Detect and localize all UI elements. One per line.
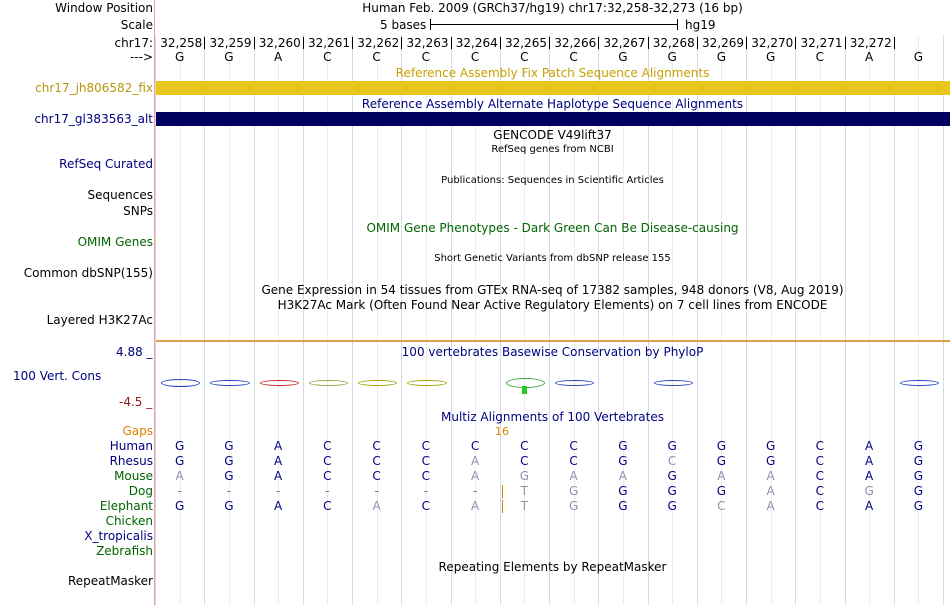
- alignment-base: C: [569, 454, 578, 468]
- position-tick: [549, 37, 550, 49]
- reference-base: C: [569, 50, 578, 64]
- scale-bar: [430, 24, 678, 25]
- scale-build: hg19: [685, 18, 716, 32]
- alignment-base: C: [667, 454, 677, 468]
- fix-patch-label[interactable]: chr17_jh806582_fix: [35, 81, 153, 95]
- alignment-base: A: [717, 469, 726, 483]
- alignment-base: G: [667, 484, 677, 498]
- alignment-base: -: [374, 484, 379, 498]
- reference-base: G: [224, 50, 234, 64]
- alignment-base: A: [274, 499, 283, 513]
- alt-haplotype-title[interactable]: Reference Assembly Alternate Haplotype Sequence Alignments: [361, 97, 744, 111]
- omim-title[interactable]: OMIM Gene Phenotypes - Dark Green Can Be Disease-causing: [366, 221, 739, 235]
- alignment-base: G: [519, 469, 530, 483]
- position-label: 32,271: [800, 36, 843, 50]
- alignment-base: A: [618, 469, 627, 483]
- alignment-base: T: [520, 499, 529, 513]
- position-label: 32,260: [258, 36, 301, 50]
- scale-bar-left-tick: [430, 19, 431, 30]
- alignment-base: -: [423, 484, 429, 498]
- position-label: 32,272: [849, 36, 892, 50]
- alignment-base: G: [224, 499, 234, 513]
- insertion-marker: [502, 485, 503, 498]
- alignment-base: A: [274, 454, 283, 468]
- publications-title[interactable]: Publications: Sequences in Scientific Articles: [441, 175, 664, 186]
- conservation-glyph: [309, 380, 348, 386]
- conservation-glyph: [161, 379, 200, 387]
- h3k27ac-label[interactable]: Layered H3K27Ac: [46, 313, 153, 327]
- alignment-base: C: [421, 499, 431, 513]
- dbsnp-title[interactable]: Short Genetic Variants from dbSNP release 155: [434, 253, 671, 264]
- alignment-base: G: [716, 454, 727, 468]
- alignment-base: C: [323, 454, 332, 468]
- alignment-base: G: [618, 484, 628, 498]
- alignment-base: C: [717, 499, 726, 513]
- gtex-title[interactable]: Gene Expression in 54 tissues from GTEx RNA-seq of 17382 samples, 948 donors (V8, Aug 2019): [261, 283, 844, 297]
- alignment-base: A: [471, 499, 480, 513]
- alignment-base: C: [520, 454, 529, 468]
- repeatmasker-title[interactable]: Repeating Elements by RepeatMasker: [438, 560, 667, 574]
- gencode-title[interactable]: GENCODE V49lift37: [493, 128, 612, 142]
- position-tick: [500, 37, 501, 49]
- alignment-base: C: [421, 469, 431, 483]
- position-label: 32,258: [160, 36, 203, 50]
- alignment-base: C: [372, 439, 381, 453]
- alignment-base: A: [274, 469, 283, 483]
- conservation-glyph: [358, 380, 397, 386]
- alignment-base: T: [520, 484, 529, 498]
- species-label-zebrafish[interactable]: Zebrafish: [96, 544, 153, 558]
- alignment-base: G: [765, 454, 776, 468]
- alignment-base: C: [421, 454, 431, 468]
- alignment-base: G: [667, 469, 677, 483]
- conservation-min: -4.5 _: [119, 395, 153, 409]
- position-tick: [697, 37, 698, 49]
- alignment-base: G: [174, 439, 185, 453]
- position-label: 32,261: [308, 36, 350, 50]
- alignment-base: G: [224, 439, 234, 453]
- alignment-base: G: [716, 439, 727, 453]
- h3k27ac-signal-line: [156, 340, 950, 342]
- alignment-base: C: [815, 484, 825, 498]
- species-label-dog[interactable]: Dog: [128, 484, 153, 498]
- alignment-base: G: [667, 439, 677, 453]
- scale-text: 5 bases: [380, 18, 427, 32]
- species-label-elephant[interactable]: Elephant: [99, 499, 153, 513]
- position-label: 32,268: [652, 36, 695, 50]
- alignment-base: G: [913, 499, 924, 513]
- alignment-base: G: [913, 469, 924, 483]
- alignment-base: -: [325, 484, 330, 498]
- alignment-base: C: [815, 454, 825, 468]
- refseq-subtitle[interactable]: RefSeq genes from NCBI: [491, 144, 614, 155]
- alignment-base: A: [274, 439, 283, 453]
- position-tick: [303, 37, 304, 49]
- scale-bar-right-tick: [677, 19, 678, 30]
- alignment-base: G: [667, 499, 677, 513]
- position-tick: [451, 37, 452, 49]
- alignment-base: G: [174, 499, 185, 513]
- alt-haplotype-bar[interactable]: [156, 112, 950, 126]
- reference-base: A: [274, 50, 283, 64]
- scale-label: Scale: [120, 18, 153, 32]
- alignment-base: A: [766, 469, 775, 483]
- alignment-base: A: [865, 439, 874, 453]
- conservation-bar: [522, 386, 527, 394]
- window-position-label: Window Position: [55, 1, 153, 15]
- gaps-value: 16: [495, 425, 509, 438]
- repeatmasker-label[interactable]: RepeatMasker: [67, 574, 153, 588]
- position-tick: [648, 37, 649, 49]
- alignment-base: G: [618, 499, 628, 513]
- alignment-base: C: [815, 439, 825, 453]
- strand-label: --->: [129, 50, 153, 64]
- reference-base: G: [667, 50, 677, 64]
- alignment-base: G: [224, 469, 234, 483]
- position-tick: [204, 37, 205, 49]
- position-tick: [598, 37, 599, 49]
- alignment-base: -: [177, 484, 182, 498]
- alignment-base: A: [372, 499, 381, 513]
- refseq-label[interactable]: RefSeq Curated: [59, 157, 153, 171]
- position-tick: [894, 37, 895, 49]
- alignment-base: C: [421, 439, 431, 453]
- alignment-base: C: [815, 499, 825, 513]
- conservation-glyph: [210, 380, 249, 386]
- alignment-base: G: [568, 499, 579, 513]
- position-tick: [746, 37, 747, 49]
- h3k27ac-title[interactable]: H3K27Ac Mark (Often Found Near Active Regulatory Elements) on 7 cell lines from ENCODE: [277, 298, 828, 312]
- position-tick: [254, 37, 255, 49]
- sequences-label[interactable]: Sequences: [87, 188, 153, 202]
- alignment-base: G: [568, 484, 579, 498]
- alignment-base: -: [275, 484, 281, 498]
- position-label: 32,263: [406, 36, 449, 50]
- window-position-value: Human Feb. 2009 (GRCh37/hg19) chr17:32,258-32,273 (16 bp): [362, 1, 743, 15]
- conservation-glyph: [555, 380, 594, 386]
- position-label: 32,265: [505, 36, 547, 50]
- position-tick: [795, 37, 796, 49]
- alignment-base: A: [766, 499, 775, 513]
- alignment-base: C: [815, 469, 825, 483]
- alignment-base: C: [323, 469, 332, 483]
- conservation-glyph: [407, 380, 446, 386]
- reference-base: G: [716, 50, 727, 64]
- species-label-mouse[interactable]: Mouse: [114, 469, 153, 483]
- reference-base: C: [815, 50, 825, 64]
- alignment-base: A: [865, 499, 874, 513]
- alignment-base: C: [372, 454, 381, 468]
- reference-base: G: [618, 50, 628, 64]
- multiz-title[interactable]: Multiz Alignments of 100 Vertebrates: [440, 410, 665, 424]
- alignment-base: G: [765, 439, 776, 453]
- dbsnp-label[interactable]: Common dbSNP(155): [23, 266, 153, 280]
- species-label-human[interactable]: Human: [109, 439, 153, 453]
- position-label: 32,259: [209, 36, 252, 50]
- alignment-base: C: [323, 439, 332, 453]
- alignment-base: A: [865, 469, 874, 483]
- alignment-base: A: [865, 454, 874, 468]
- alignment-base: G: [618, 454, 628, 468]
- position-label: 32,264: [455, 36, 498, 50]
- reference-base: C: [470, 50, 480, 64]
- position-tick: [401, 37, 402, 49]
- conservation-glyph: [654, 380, 693, 386]
- alignment-base: -: [226, 484, 232, 498]
- reference-base: C: [372, 50, 381, 64]
- reference-base: C: [520, 50, 529, 64]
- alignment-base: C: [569, 439, 578, 453]
- alt-haplotype-label[interactable]: chr17_gl383563_alt: [34, 112, 153, 126]
- chrom-label: chr17:: [114, 36, 153, 50]
- position-label: 32,266: [554, 36, 597, 50]
- position-label: 32,262: [357, 36, 400, 50]
- alignment-base: A: [471, 469, 480, 483]
- species-label-rhesus[interactable]: Rhesus: [109, 454, 153, 468]
- reference-base: G: [765, 50, 776, 64]
- reference-base: C: [421, 50, 431, 64]
- reference-base: G: [913, 50, 924, 64]
- alignment-base: A: [766, 484, 775, 498]
- alignment-base: C: [520, 439, 529, 453]
- alignment-base: A: [569, 469, 578, 483]
- conservation-glyph: [900, 380, 939, 386]
- alignment-base: G: [618, 439, 628, 453]
- alignment-base: A: [471, 454, 480, 468]
- alignment-base: -: [472, 484, 478, 498]
- snps-label[interactable]: SNPs: [123, 204, 153, 218]
- alignment-base: G: [913, 454, 924, 468]
- position-label: 32,267: [603, 36, 646, 50]
- fix-patch-title[interactable]: Reference Assembly Fix Patch Sequence Alignments: [395, 66, 710, 80]
- fix-patch-bar[interactable]: [156, 81, 950, 95]
- alignment-base: C: [372, 469, 381, 483]
- alignment-base: G: [174, 454, 185, 468]
- position-label: 32,270: [751, 36, 794, 50]
- reference-base: A: [865, 50, 874, 64]
- position-tick: [845, 37, 846, 49]
- position-tick: [352, 37, 353, 49]
- reference-base: G: [174, 50, 185, 64]
- alignment-base: C: [323, 499, 332, 513]
- alignment-base: A: [175, 469, 184, 483]
- insertion-marker: [502, 500, 503, 513]
- species-label-chicken[interactable]: Chicken: [105, 514, 153, 528]
- conservation-max: 4.88 _: [116, 345, 153, 359]
- alignment-base: G: [913, 439, 924, 453]
- conservation-glyph: [260, 380, 299, 386]
- reference-base: C: [323, 50, 332, 64]
- alignment-base: G: [224, 454, 234, 468]
- alignment-base: G: [864, 484, 874, 498]
- alignment-base: C: [470, 439, 480, 453]
- conservation-title[interactable]: 100 vertebrates Basewise Conservation by PhyloP: [401, 345, 704, 359]
- alignment-base: G: [716, 484, 727, 498]
- omim-label[interactable]: OMIM Genes: [77, 235, 153, 249]
- gaps-label[interactable]: Gaps: [122, 424, 153, 438]
- species-label-x_tropicalis[interactable]: X_tropicalis: [84, 529, 153, 543]
- alignment-base: G: [913, 484, 924, 498]
- conservation-label[interactable]: 100 Vert. Cons: [13, 369, 102, 383]
- position-label: 32,269: [702, 36, 744, 50]
